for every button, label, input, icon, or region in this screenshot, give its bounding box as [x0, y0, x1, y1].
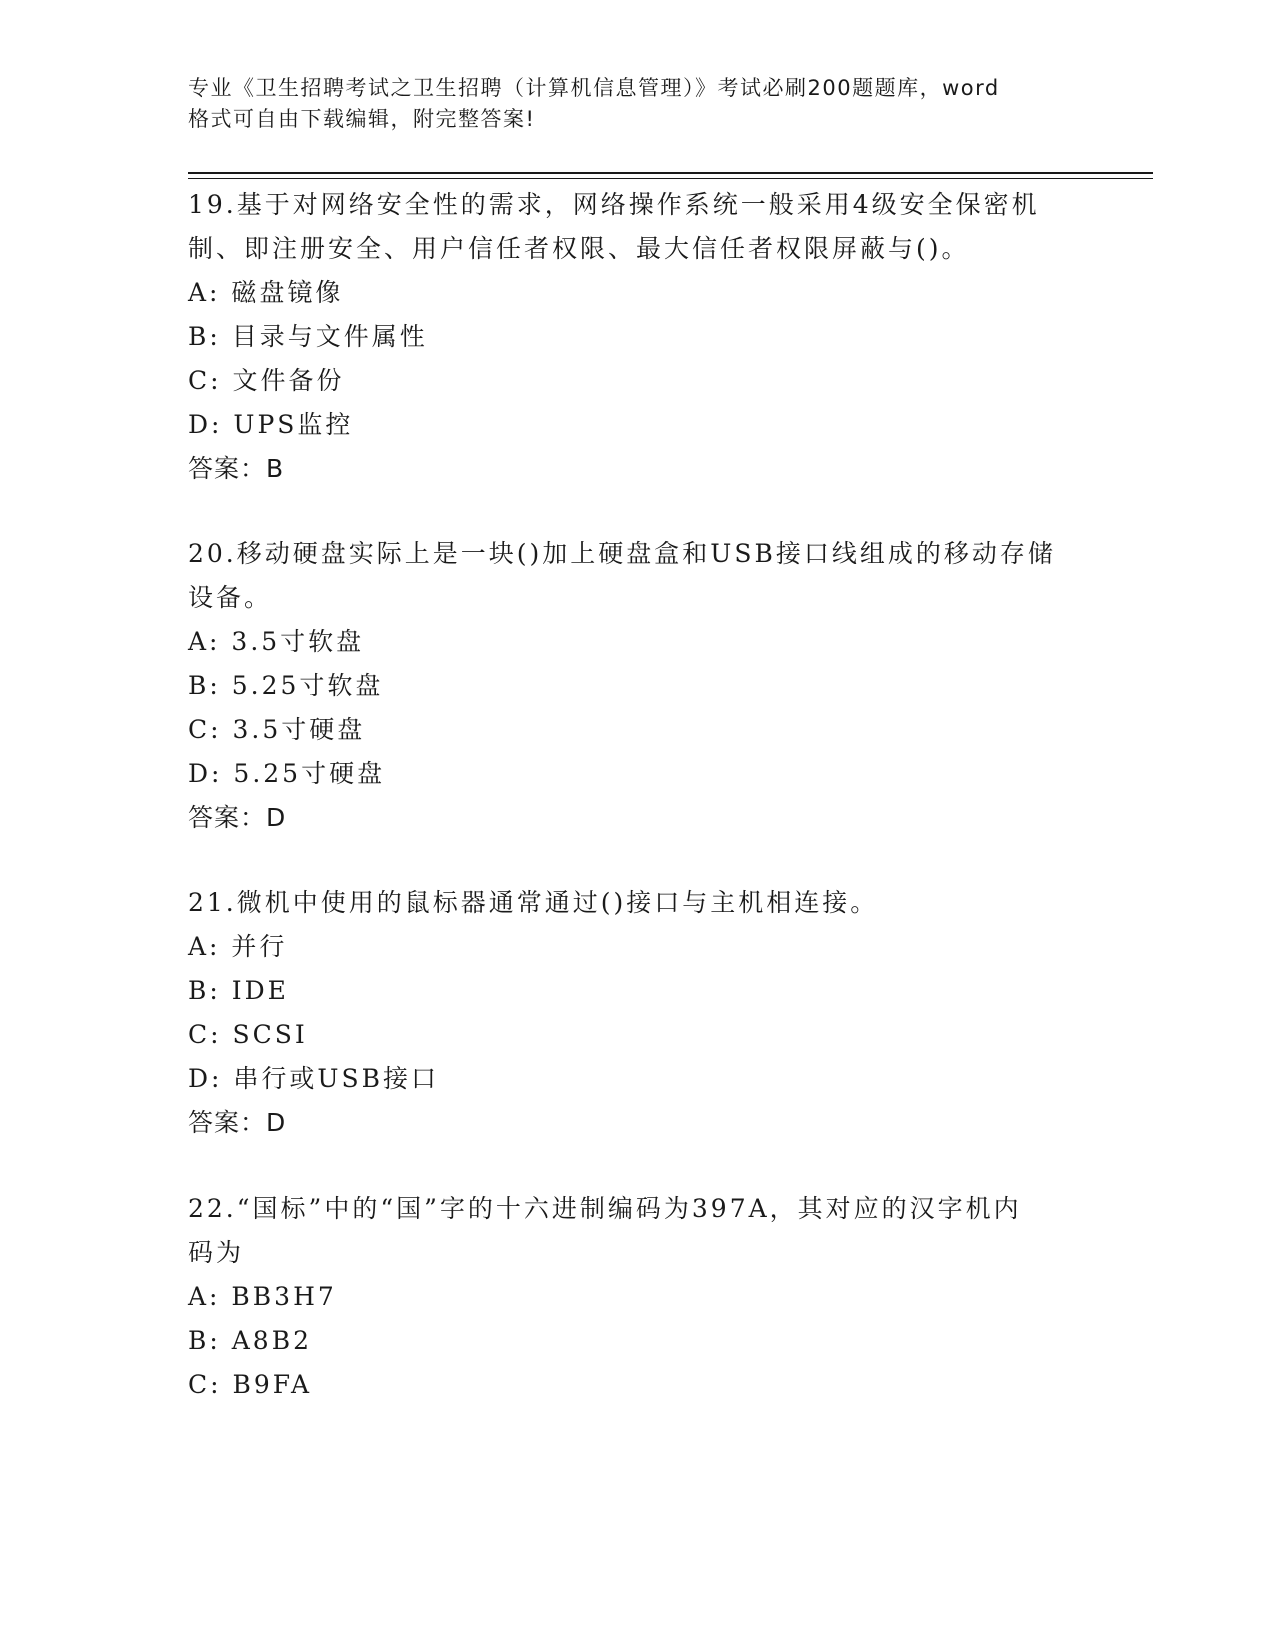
question-stem: 制、即注册安全、用户信任者权限、最大信任者权限屏蔽与()。 [188, 234, 970, 263]
option-b: B: A8B2 [188, 1326, 312, 1355]
answer: 答案：D [188, 1108, 287, 1137]
answer: 答案：D [188, 803, 287, 832]
option-b: B: 目录与文件属性 [188, 322, 428, 351]
question-stem: 21.微机中使用的鼠标器通常通过()接口与主机相连接。 [188, 888, 879, 917]
option-a: A: BB3H7 [188, 1282, 337, 1311]
question-stem: 20.移动硬盘实际上是一块()加上硬盘盒和USB接口线组成的移动存储 [188, 539, 1056, 568]
option-a: A: 磁盘镜像 [188, 278, 344, 307]
option-d: D: 5.25寸硬盘 [188, 759, 386, 788]
option-a: A: 并行 [188, 932, 288, 961]
option-d: D: UPS监控 [188, 410, 354, 439]
answer: 答案：B [188, 454, 285, 483]
header-text-line-2: 格式可自由下载编辑，附完整答案! [188, 107, 536, 131]
question-stem: 码为 [188, 1238, 245, 1267]
header-rule-thin [188, 178, 1153, 179]
header-text-line-1: 专业《卫生招聘考试之卫生招聘（计算机信息管理）》考试必刷200题题库，word [188, 76, 1000, 100]
option-b: B: 5.25寸软盘 [188, 671, 384, 700]
header-rule-thick [188, 172, 1153, 174]
option-a: A: 3.5寸软盘 [188, 627, 365, 656]
question-stem: 22.“国标”中的“国”字的十六进制编码为397A，其对应的汉字机内 [188, 1194, 1022, 1223]
question-stem: 19.基于对网络安全性的需求，网络操作系统一般采用4级安全保密机 [188, 190, 1040, 219]
option-d: D: 串行或USB接口 [188, 1064, 439, 1093]
option-c: C: 文件备份 [188, 366, 345, 395]
option-b: B: IDE [188, 976, 289, 1005]
question-stem: 设备。 [188, 583, 273, 612]
option-c: C: SCSI [188, 1020, 308, 1049]
option-c: C: B9FA [188, 1370, 313, 1399]
option-c: C: 3.5寸硬盘 [188, 715, 366, 744]
